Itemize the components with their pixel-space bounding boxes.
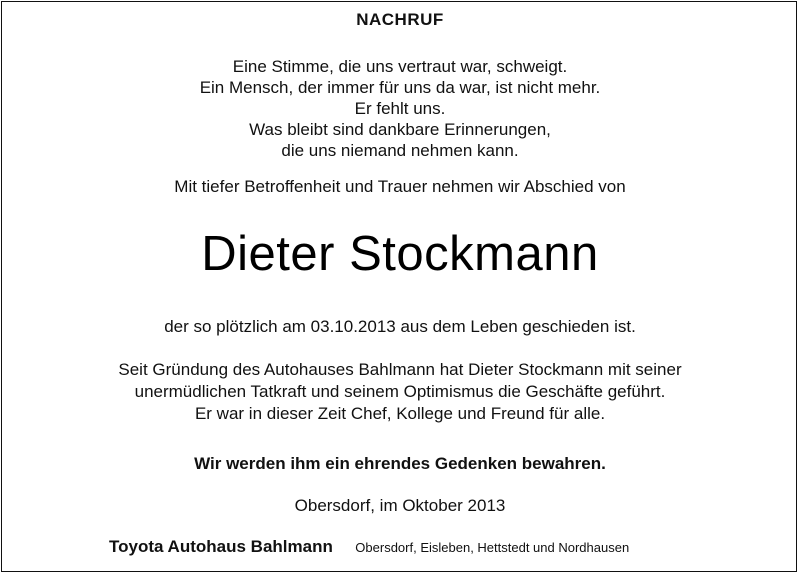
tribute-paragraph [0, 359, 800, 425]
poem-block [0, 56, 800, 161]
death-date-line: der so plötzlich am 03.10.2013 aus dem Leben geschieden ist. [164, 317, 636, 336]
signature-footer [109, 537, 629, 557]
intro-text: Mit tiefer Betroffenheit und Trauer nehmen wir Abschied von [174, 177, 626, 196]
company-locations: Obersdorf, Eisleben, Hettstedt und Nordhausen [355, 540, 630, 555]
place-and-date: Obersdorf, im Oktober 2013 [294, 496, 506, 515]
notice-heading: NACHRUF [356, 10, 444, 29]
tribute-line: unermüdlichen Tatkraft und seinem Optimismus die Geschäfte geführt. [134, 382, 666, 401]
poem-line: Ein Mensch, der immer für uns da war, ist nicht mehr. [199, 78, 601, 97]
poem-line: Eine Stimme, die uns vertraut war, schweigt. [232, 57, 568, 76]
poem-line: Was bleibt sind dankbare Erinnerungen, [249, 120, 551, 139]
tribute-line: Er war in dieser Zeit Chef, Kollege und Freund für alle. [194, 404, 606, 423]
memorial-statement: Wir werden ihm ein ehrendes Gedenken bewahren. [194, 454, 606, 473]
company-name: Toyota Autohaus Bahlmann [109, 537, 333, 556]
poem-line: Er fehlt uns. [354, 99, 446, 118]
deceased-name: Dieter Stockmann [201, 227, 599, 281]
poem-line: die uns niemand nehmen kann. [281, 141, 519, 160]
tribute-line: Seit Gründung des Autohauses Bahlmann hat Dieter Stockmann mit seiner [118, 360, 682, 379]
